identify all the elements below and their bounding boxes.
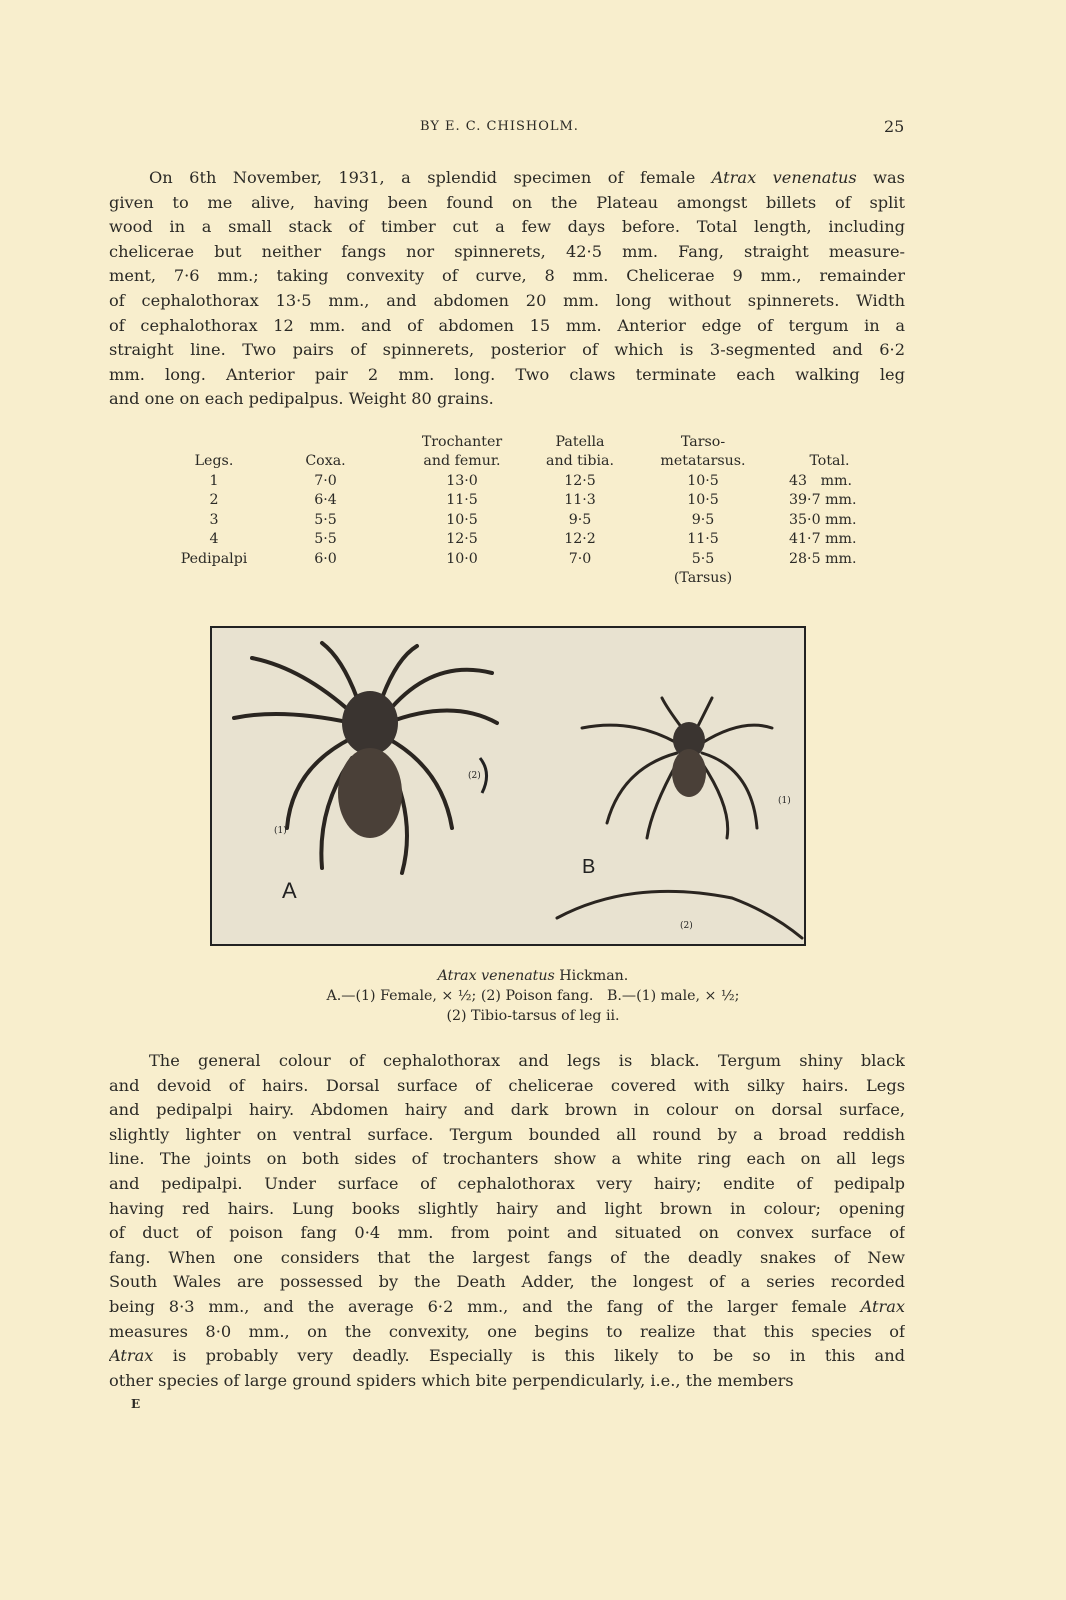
text-line [109, 215, 905, 240]
table-row [180, 489, 892, 509]
text-line [109, 1369, 905, 1394]
text-segment: wood in a small stack of timber cut a few days before. Total length, including [109, 217, 905, 237]
table-cell: 7·0 [314, 472, 337, 489]
figure-label-b1: (1) [778, 796, 791, 806]
text-segment: of duct of poison fang 0·4 mm. from point and situated on convex surface of [109, 1223, 905, 1243]
caption-species: Atrax venenatus [437, 968, 555, 984]
italic-term: Atrax venenatus [711, 168, 857, 187]
column-header: Total. [809, 453, 850, 469]
signature-mark: E [131, 1397, 141, 1411]
table-row [180, 508, 892, 528]
table-row [180, 528, 892, 548]
text-segment: ment, 7·6 mm.; taking convexity of curve, 8 mm. Chelicerae 9 mm., remainder [109, 266, 905, 286]
table-row [180, 469, 892, 489]
text-segment: slightly lighter on ventral surface. Tergum bounded all round by a broad reddish [109, 1124, 905, 1144]
text-segment: South Wales are possessed by the Death Adder, the longest of a series recorded [109, 1272, 905, 1292]
column-header: Tarso- [680, 433, 726, 450]
text-line [109, 1123, 905, 1148]
table-cell: 5·5 [691, 550, 715, 567]
table-cell: 11·3 [564, 492, 596, 508]
column-header [767, 430, 892, 450]
text-segment: straight line. Two pairs of spinnerets, posterior of which is 3-segmented and 6·2 [109, 340, 905, 360]
table-cell: 2 [209, 492, 219, 508]
table-cell: 35·0 mm. [789, 511, 857, 528]
page-number: 25 [884, 117, 905, 136]
table-note: (Tarsus) [673, 570, 733, 586]
table-cell: 12·2 [564, 531, 596, 547]
text-segment: of cephalothorax 13·5 mm., and abdomen 20 mm. long without spinnerets. Width [109, 290, 905, 310]
text-segment: On 6th November, 1931, a splendid specimen of female [149, 168, 712, 187]
text-segment: mm. long. Anterior pair 2 mm. long. Two claws terminate each walking leg [109, 364, 905, 384]
table-cell: 11·5 [687, 531, 719, 547]
table-header-row [180, 430, 892, 450]
figure-label-a1: (1) [274, 826, 287, 836]
column-header: Coxa. [305, 453, 346, 469]
figure-label-b: B [582, 856, 596, 878]
caption-author: Hickman. [554, 968, 629, 984]
column-header: Legs. [194, 453, 234, 469]
table-cell: 9·5 [568, 511, 592, 528]
text-line [109, 289, 905, 314]
text-segment: line. The joints on both sides of trochanters show a white ring each on all legs [109, 1149, 905, 1169]
text-segment: measures 8·0 mm., on the convexity, one begins to realize that this species of [109, 1321, 905, 1341]
text-segment: of cephalothorax 12 mm. and of abdomen 15 mm. Anterior edge of tergum in a [109, 315, 905, 335]
figure-label-b2: (2) [680, 921, 693, 931]
column-header: Trochanter [421, 433, 503, 450]
italic-term: Atrax [860, 1296, 905, 1316]
table-cell: Pedipalpi [180, 550, 248, 567]
paragraph-2 [109, 1049, 905, 1393]
text-line [109, 1098, 905, 1123]
text-line [109, 264, 905, 289]
caption-line-3: (2) Tibio-tarsus of leg ii. [446, 1008, 620, 1024]
text-line [109, 1049, 905, 1074]
column-header: and femur. [423, 453, 501, 469]
text-line [109, 166, 905, 191]
table-cell: 39·7 mm. [789, 492, 857, 508]
table-cell: 12·5 [446, 531, 478, 547]
italic-term: Atrax [109, 1346, 154, 1366]
text-line [109, 338, 905, 363]
text-segment: given to me alive, having been found on the Plateau amongst billets of split [109, 192, 905, 212]
table-cell: 6·0 [314, 550, 337, 567]
text-line [109, 191, 905, 216]
text-line [109, 1197, 905, 1222]
table-cell: 10·5 [446, 511, 478, 528]
table-cell: 28·5 mm. [789, 550, 857, 567]
column-header: metatarsus. [660, 453, 746, 469]
text-line [109, 1246, 905, 1271]
text-line [109, 1295, 905, 1320]
text-segment: fang. When one considers that the largest fangs of the deadly snakes of New [109, 1247, 905, 1267]
text-segment: and one on each pedipalpus. Weight 80 grains. [109, 389, 494, 409]
table-row [180, 547, 892, 567]
caption-line-2: A.—(1) Female, × ½; (2) Poison fang. B.—(1) male, × ½; [326, 988, 740, 1004]
text-line [109, 363, 905, 388]
table-cell: 43 mm. [789, 472, 852, 489]
table-cell: 10·5 [687, 472, 719, 489]
text-segment: was [856, 168, 905, 187]
text-segment: and pedipalpi. Under surface of cephalothorax very hairy; endite of pedipalp [109, 1173, 905, 1193]
text-line [109, 1147, 905, 1172]
figure-label-a2: (2) [468, 771, 481, 781]
text-line [109, 314, 905, 339]
column-header: and tibia. [545, 453, 614, 469]
text-segment: being 8·3 mm., and the average 6·2 mm., and the fang of the larger female [109, 1296, 861, 1316]
figure-label-a: A [282, 878, 297, 903]
text-line [109, 1172, 905, 1197]
column-header [248, 430, 403, 450]
running-title: BY E. C. CHISHOLM. [420, 119, 579, 134]
paragraph-1 [109, 166, 905, 412]
table-cell: 3 [209, 511, 219, 528]
table-cell: 5·5 [314, 531, 337, 547]
text-segment: and devoid of hairs. Dorsal surface of chelicerae covered with silky hairs. Legs [109, 1075, 905, 1095]
text-segment: chelicerae but neither fangs nor spinnerets, 42·5 mm. Fang, straight measure- [109, 241, 905, 261]
table-cell: 7·0 [568, 550, 592, 567]
text-line [109, 1074, 905, 1099]
table-cell: 1 [209, 472, 219, 489]
text-segment: is probably very deadly. Especially is this likely to be so in this and [153, 1346, 905, 1366]
table-header-row [180, 450, 892, 470]
leg-measurements-table [180, 430, 892, 586]
text-segment: The general colour of cephalothorax and legs is black. Tergum shiny black [149, 1051, 905, 1070]
table-cell: 6·4 [314, 492, 337, 508]
figure-caption [0, 966, 1066, 1026]
text-line [109, 387, 905, 412]
table-note-row [180, 567, 892, 587]
text-segment: and pedipalpi hairy. Abdomen hairy and dark brown in colour on dorsal surface, [109, 1100, 905, 1120]
text-line [109, 1320, 905, 1345]
table-cell: 12·5 [564, 472, 596, 489]
table-cell: 5·5 [314, 511, 337, 528]
table-cell: 4 [209, 531, 219, 547]
table-cell: 9·5 [691, 511, 715, 528]
column-header [180, 430, 248, 450]
text-line [109, 240, 905, 265]
text-line [109, 1221, 905, 1246]
column-header: Patella [555, 433, 605, 450]
table-cell: 13·0 [446, 472, 478, 489]
text-segment: other species of large ground spiders which bite perpendicularly, i.e., the members [109, 1370, 794, 1390]
table-cell: 10·0 [446, 550, 478, 567]
table-cell: 11·5 [446, 492, 478, 508]
text-segment: having red hairs. Lung books slightly hairy and light brown in colour; opening [109, 1198, 905, 1218]
table-cell: 10·5 [687, 492, 719, 508]
text-line [109, 1270, 905, 1295]
text-line [109, 1344, 905, 1369]
spider-drawing [212, 628, 804, 944]
table-cell: 41·7 mm. [789, 531, 857, 547]
spider-illustration [210, 626, 806, 946]
